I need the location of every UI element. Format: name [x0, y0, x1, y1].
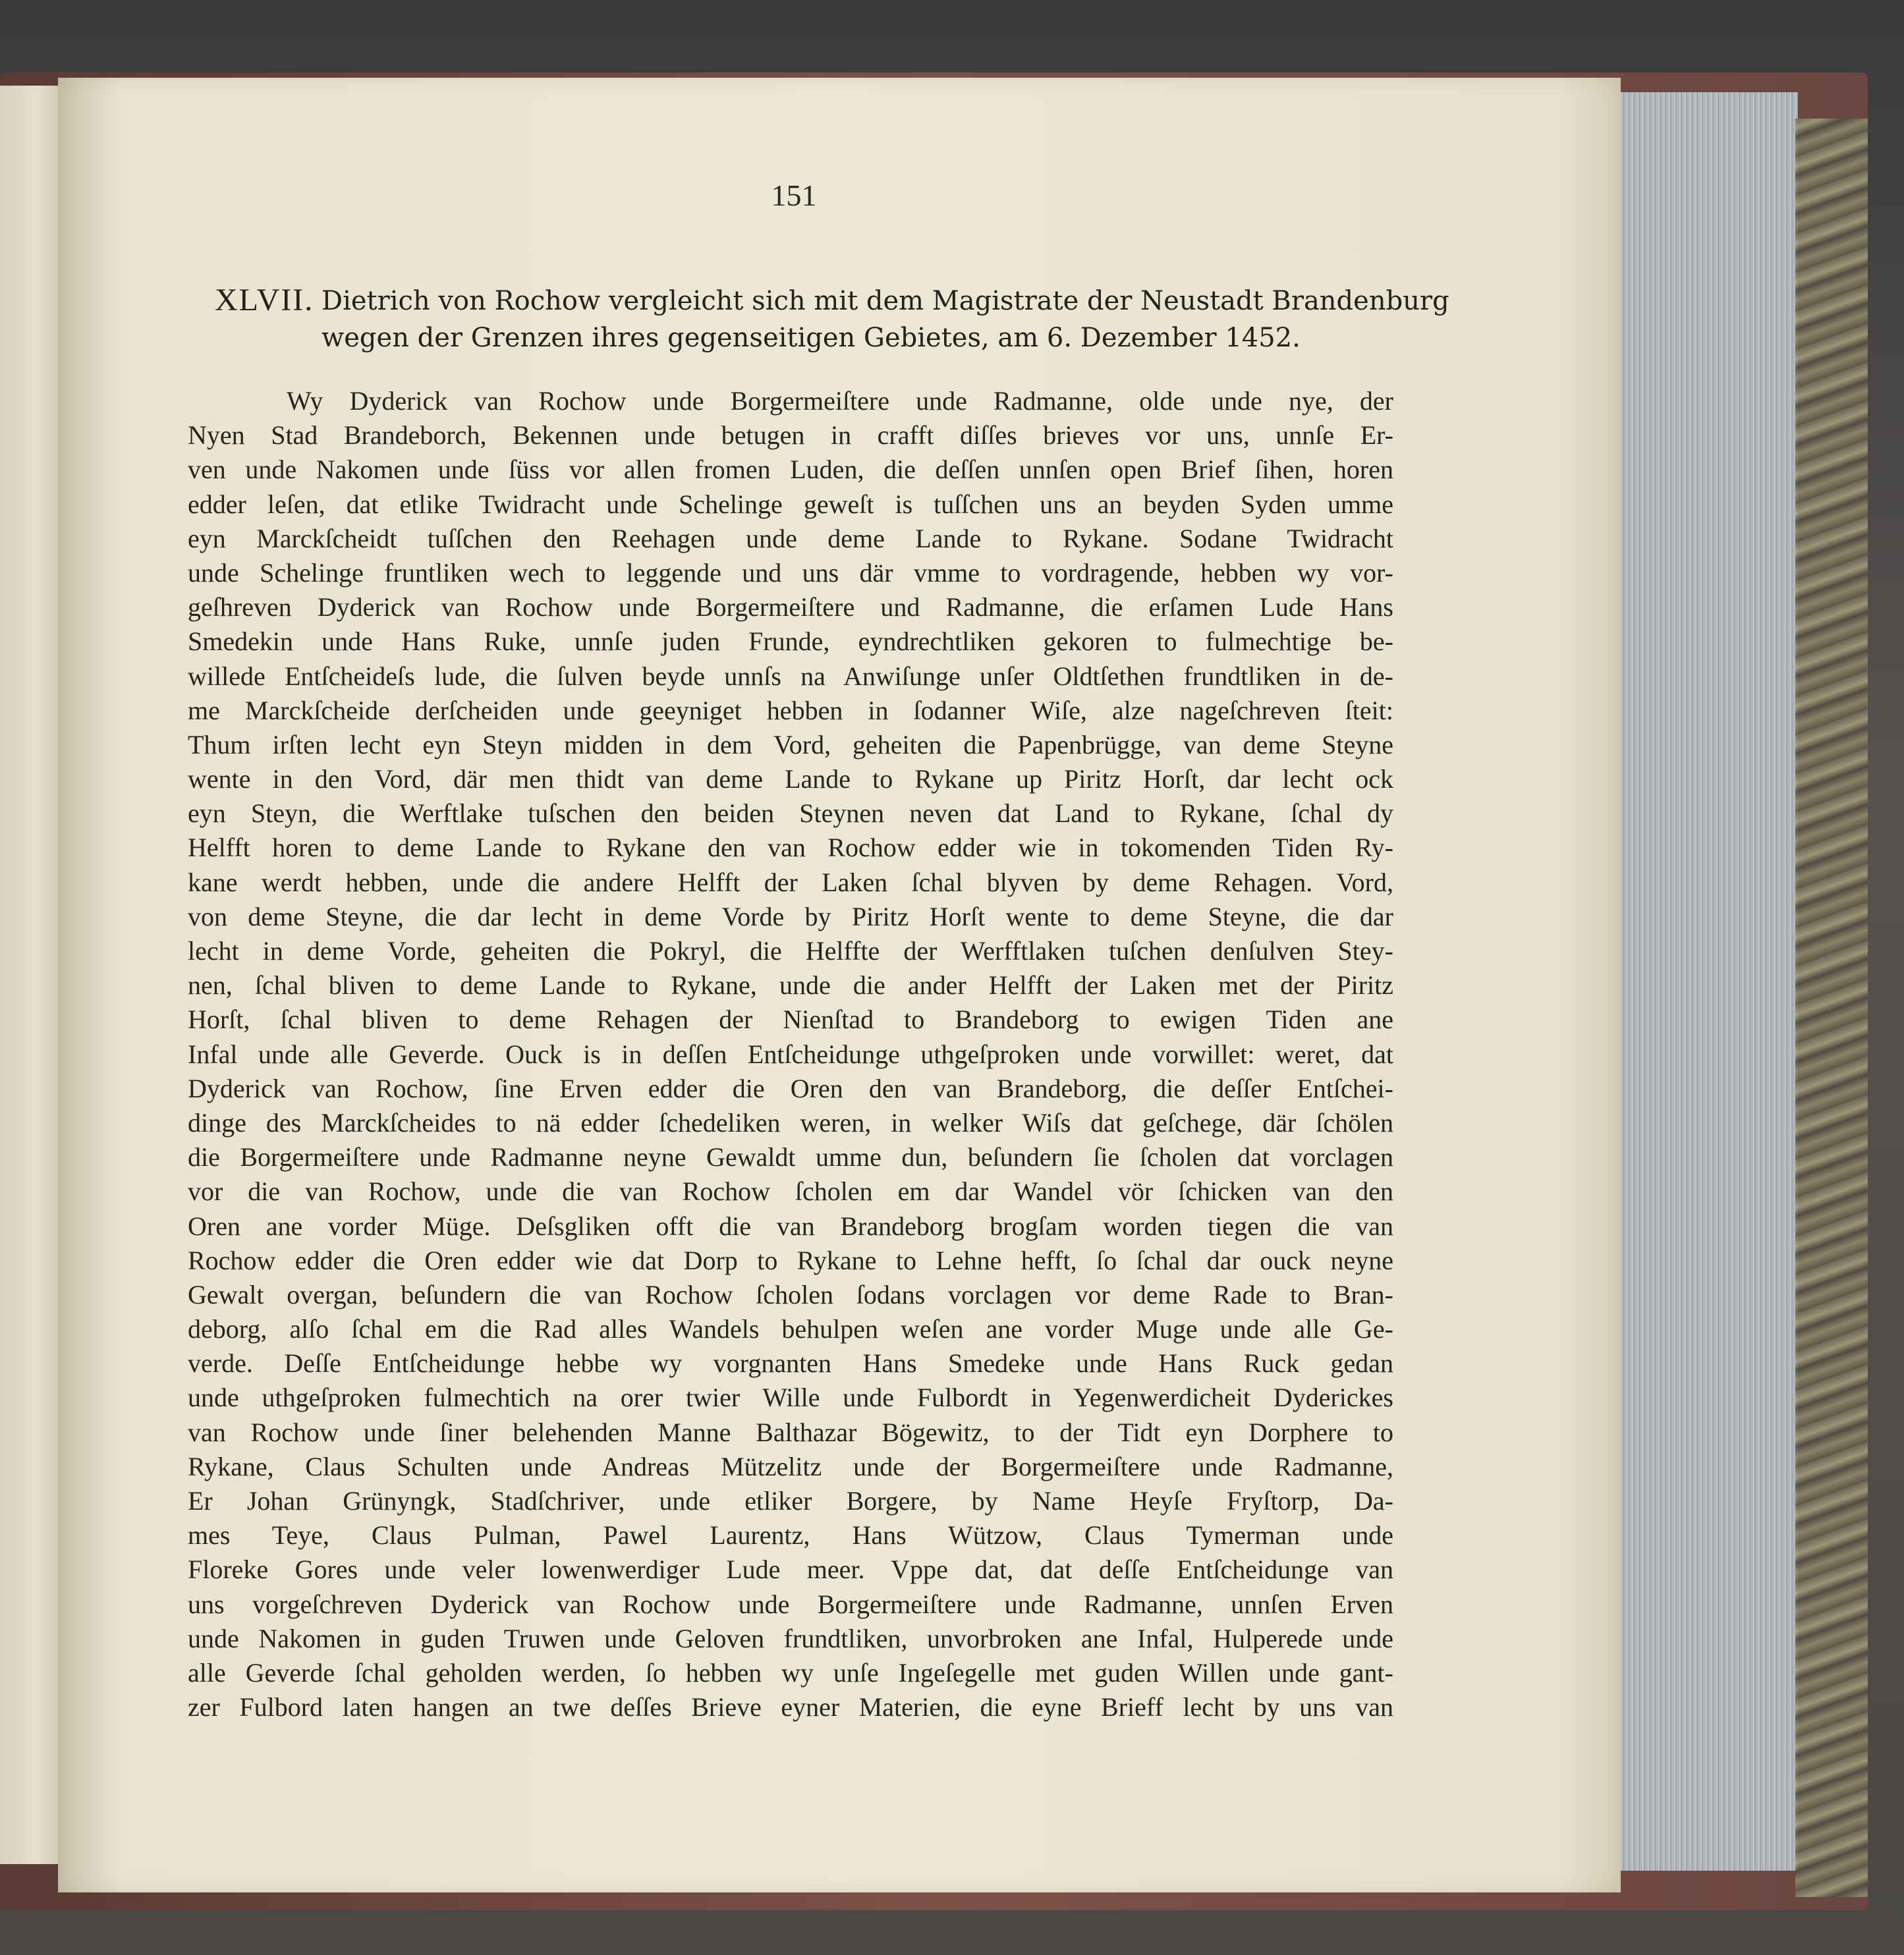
facing-page-edge: [0, 86, 63, 1864]
body-line: Nyen Stad Brandeborch, Bekennen unde betugen in crafft diſſes brieves vor uns, unnſe Er-: [188, 420, 1393, 451]
body-line: ven unde Nakomen unde ſüss vor allen fromen Luden, die deſſen unnſen open Brief ſihen, horen: [188, 454, 1393, 485]
body-line: Floreke Gores unde veler lowenwerdiger Lude meer. Vppe dat, dat deſſe Entſcheidunge van: [188, 1555, 1393, 1585]
body-line: vor die van Rochow, unde die van Rochow ſcholen em dar Wandel vör ſchicken van den: [188, 1176, 1393, 1207]
body-line: von deme Steyne, die dar lecht in deme Vorde by Piritz Horſt wente to deme Steyne, die dar: [188, 901, 1393, 931]
page-block-edge: [1617, 92, 1798, 1871]
body-line: willede Entſcheideſs lude, die ſulven beyde unnſs na Anwiſunge unſer Oldtſethen frundtliken in de-: [188, 661, 1393, 691]
body-line: dinge des Marckſcheides to nä edder ſchedeliken weren, in welker Wiſs dat geſchege, där ſchölen: [188, 1107, 1393, 1138]
body-line: eyn Steyn, die Werftlake tuſschen den beiden Steynen neven dat Land to Rykane, ſchal dy: [188, 798, 1393, 829]
body-line: edder leſen, dat etlike Twidracht unde Schelinge geweſt is tuſſchen uns an beyden Syden umme: [188, 489, 1393, 519]
body-line: uns vorgeſchreven Dyderick van Rochow unde Borgermeiſtere unde Radmanne, unnſen Erven: [188, 1589, 1393, 1619]
body-line: wente in den Vord, där men thidt van deme Lande to Rykane up Piritz Horſt, dar lecht ock: [188, 764, 1393, 794]
body-line: kane werdt hebben, unde die andere Helfft der Laken ſchal blyven by deme Rehagen. Vord,: [188, 867, 1393, 897]
body-line: Er Johan Grünyngk, Stadſchriver, unde etliker Borgere, by Name Heyſe Fryſtorp, Da-: [188, 1486, 1393, 1516]
document-number: XLVII.: [215, 283, 314, 317]
body-line: van Rochow unde ſiner belehenden Manne Balthazar Bögewitz, to der Tidt eyn Dorphere to: [188, 1417, 1393, 1447]
body-line: Rochow edder die Oren edder wie dat Dorp to Rykane to Lehne hefft, ſo ſchal dar ouck neyne: [188, 1245, 1393, 1275]
body-line: mes Teye, Claus Pulman, Pawel Laurentz, Hans Wützow, Claus Tymerman unde: [188, 1520, 1393, 1551]
body-line: eyn Marckſcheidt tuſſchen den Reehagen unde deme Lande to Rykane. Sodane Twidracht: [188, 523, 1393, 553]
body-line: Rykane, Claus Schulten unde Andreas Mützelitz unde der Borgermeiſtere unde Radmanne,: [188, 1451, 1393, 1481]
body-line: lecht in deme Vorde, geheiten die Pokryl, die Helffte der Werfftlaken tuſchen denſulven Stey-: [188, 936, 1393, 966]
body-line: deborg, alſo ſchal em die Rad alles Wandels behulpen weſen ane vorder Muge unde alle Ge-: [188, 1314, 1393, 1344]
body-line: Smedekin unde Hans Ruke, unnſe juden Frunde, eyndrechtliken gekoren to fulmechtige be-: [188, 626, 1393, 657]
document-title-line-1: Dietrich von Rochow vergleicht sich mit dem Magistrate der Neustadt Brandenburg: [322, 286, 1449, 316]
body-line: Wy Dyderick van Rochow unde Borgermeiſtere unde Radmanne, olde unde nye, der: [287, 386, 1393, 416]
body-line: die Borgermeiſtere unde Radmanne neyne Gewaldt umme dun, beſundern ſie ſcholen dat vorclagen: [188, 1142, 1393, 1172]
body-line: Dyderick van Rochow, ſine Erven edder die Oren den van Brandeborg, die deſſer Entſchei-: [188, 1073, 1393, 1103]
body-line: alle Geverde ſchal geholden werden, ſo hebben wy unſe Ingeſegelle met guden Willen unde gant-: [188, 1657, 1393, 1688]
body-line: unde uthgeſproken fulmechtich na orer twier Wille unde Fulbordt in Yegenwerdicheit Dyderickes: [188, 1383, 1393, 1413]
body-line: unde Nakomen in guden Truwen unde Geloven frundtliken, unvorbroken ane Infal, Hulperede unde: [188, 1623, 1393, 1653]
body-line: Helfft horen to deme Lande to Rykane den van Rochow edder wie in tokomenden Tiden Ry-: [188, 833, 1393, 863]
body-line: me Marckſcheide derſcheiden unde geeyniget hebben in ſodanner Wiſe, alze nageſchreven ſteit:: [188, 695, 1393, 725]
body-line: Gewalt overgan, beſundern die van Rochow ſcholen ſodans vorclagen vor deme Rade to Bran-: [188, 1279, 1393, 1309]
body-line: unde Schelinge fruntliken wech to leggende und uns där vmme to vordragende, hebben wy vor-: [188, 557, 1393, 588]
body-line: zer Fulbord laten hangen an twe deſſes Brieve eyner Materien, die eyne Brieff lecht by uns van: [188, 1692, 1393, 1722]
marbled-endpaper: [1795, 119, 1868, 1897]
body-line: geſhreven Dyderick van Rochow unde Borgermeiſtere und Radmanne, die erſamen Lude Hans: [188, 592, 1393, 622]
document-body: [188, 384, 1393, 1724]
body-line: Thum irſten lecht eyn Steyn midden in dem Vord, geheiten die Papenbrügge, van deme Steyne: [188, 729, 1393, 759]
page-number: 151: [771, 179, 817, 212]
body-line: Infal unde alle Geverde. Ouck is in deſſen Entſcheidunge uthgeſproken unde vorwillet: weret, dat: [188, 1039, 1393, 1069]
document-title-line-2: wegen der Grenzen ihres gegenseitigen Gebietes, am 6. Dezember 1452.: [322, 323, 1301, 353]
body-line: Oren ane vorder Müge. Deſsgliken offt die van Brandeborg brogſam worden tiegen die van: [188, 1211, 1393, 1241]
body-line: Horſt, ſchal bliven to deme Rehagen der Nienſtad to Brandeborg to ewigen Tiden ane: [188, 1005, 1393, 1035]
body-line: nen, ſchal bliven to deme Lande to Rykane, unde die ander Helfft der Laken met der Piritz: [188, 970, 1393, 1001]
body-line: verde. Deſſe Entſcheidunge hebbe wy vorgnanten Hans Smedeke unde Hans Ruck gedan: [188, 1348, 1393, 1379]
